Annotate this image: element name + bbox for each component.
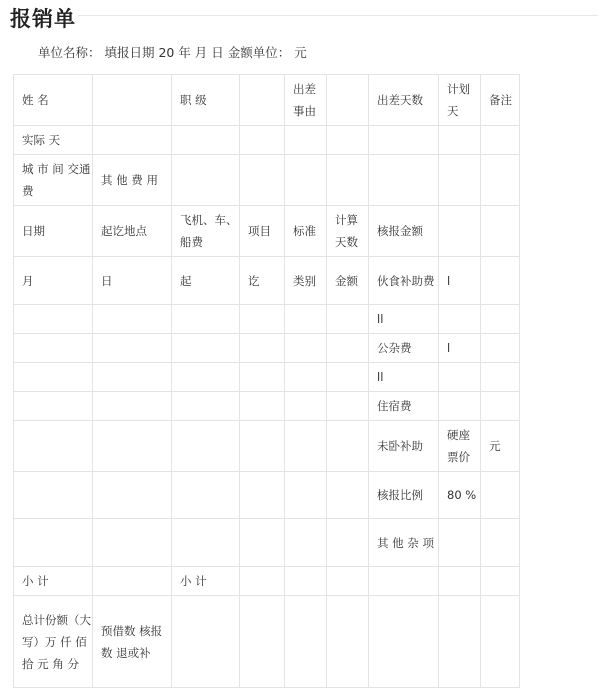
table-cell: 硬座票价: [439, 421, 481, 472]
table-cell: [240, 421, 285, 472]
table-row: [14, 305, 520, 334]
table-cell: [93, 421, 172, 472]
table-cell: 80 %: [439, 472, 481, 519]
table-cell: [93, 519, 172, 567]
table-cell: [93, 472, 172, 519]
table-cell: [327, 75, 369, 126]
table-cell: [439, 363, 481, 392]
table-cell: [14, 421, 93, 472]
table-cell: [327, 596, 369, 688]
table-cell: [481, 392, 520, 421]
table-cell: ll: [369, 363, 439, 392]
table-cell: [240, 334, 285, 363]
table-cell: [93, 305, 172, 334]
table-cell: [172, 305, 240, 334]
table-cell: [285, 519, 327, 567]
table-cell: [439, 567, 481, 596]
reimbursement-form-table: [13, 74, 520, 688]
table-cell: [439, 392, 481, 421]
table-cell: 核报比例: [369, 472, 439, 519]
table-cell: [93, 363, 172, 392]
table-cell: [240, 596, 285, 688]
table-cell: [14, 363, 93, 392]
table-cell: 姓 名: [14, 75, 93, 126]
table-cell: [481, 567, 520, 596]
table-cell: 小 计: [172, 567, 240, 596]
table-cell: [439, 126, 481, 155]
table-cell: [14, 305, 93, 334]
table-cell: 核报金额: [369, 206, 439, 257]
table-cell: [327, 305, 369, 334]
table-cell: [285, 567, 327, 596]
table-cell: 其 他 杂 项: [369, 519, 439, 567]
table-cell: [172, 519, 240, 567]
table-cell: [481, 305, 520, 334]
table-cell: [369, 126, 439, 155]
table-cell: [14, 519, 93, 567]
table-cell: [93, 75, 172, 126]
table-row: [14, 472, 520, 519]
table-cell: [481, 206, 520, 257]
table-cell: [240, 519, 285, 567]
table-cell: [172, 363, 240, 392]
table-cell: 计划天: [439, 75, 481, 126]
table-cell: [14, 392, 93, 421]
table-cell: [172, 126, 240, 155]
table-cell: [240, 75, 285, 126]
table-cell: 未卧补助: [369, 421, 439, 472]
table-cell: 标准: [285, 206, 327, 257]
table-cell: [285, 596, 327, 688]
table-cell: [369, 567, 439, 596]
table-cell: [481, 596, 520, 688]
table-cell: [439, 519, 481, 567]
table-cell: [285, 305, 327, 334]
table-cell: [327, 363, 369, 392]
table-cell: [285, 155, 327, 206]
table-cell: 实际 天: [14, 126, 93, 155]
table-cell: 伙食补助费: [369, 257, 439, 305]
table-cell: [327, 519, 369, 567]
table-cell: 计算天数: [327, 206, 369, 257]
table-cell: l: [439, 257, 481, 305]
table-cell: [327, 421, 369, 472]
table-cell: [285, 126, 327, 155]
table-cell: [240, 305, 285, 334]
table-cell: [481, 519, 520, 567]
table-cell: [369, 596, 439, 688]
table-cell: ll: [369, 305, 439, 334]
table-cell: [481, 334, 520, 363]
table-cell: [93, 126, 172, 155]
table-cell: [285, 363, 327, 392]
table-cell: [240, 472, 285, 519]
table-cell: [481, 126, 520, 155]
table-cell: 金额: [327, 257, 369, 305]
table-cell: [285, 334, 327, 363]
table-cell: [285, 472, 327, 519]
table-cell: 出差天数: [369, 75, 439, 126]
table-row: [14, 363, 520, 392]
table-cell: [172, 155, 240, 206]
table-cell: 职 级: [172, 75, 240, 126]
table-row: [14, 155, 520, 206]
form-subtitle: 单位名称： 填报日期 20 年 月 日 金额单位： 元: [38, 45, 307, 60]
table-cell: [327, 155, 369, 206]
table-cell: [481, 472, 520, 519]
table-cell: [285, 421, 327, 472]
title-divider: [78, 15, 598, 16]
table-cell: 讫: [240, 257, 285, 305]
table-row: [14, 421, 520, 472]
table-row: [14, 392, 520, 421]
table-cell: [481, 363, 520, 392]
table-cell: [240, 567, 285, 596]
table-cell: 项目: [240, 206, 285, 257]
table-cell: [327, 567, 369, 596]
table-cell: 出差事由: [285, 75, 327, 126]
table-cell: [172, 596, 240, 688]
table-cell: 元: [481, 421, 520, 472]
table-cell: [369, 155, 439, 206]
table-cell: [240, 392, 285, 421]
table-cell: [172, 421, 240, 472]
table-cell: 起讫地点: [93, 206, 172, 257]
table-cell: [240, 155, 285, 206]
table-cell: [93, 334, 172, 363]
table-row: [14, 257, 520, 305]
table-cell: [172, 392, 240, 421]
table-row: [14, 567, 520, 596]
page-title: 报销单: [10, 7, 76, 31]
table-cell: 类别: [285, 257, 327, 305]
table-cell: [285, 392, 327, 421]
table-cell: 日期: [14, 206, 93, 257]
table-cell: 小 计: [14, 567, 93, 596]
table-cell: 城 市 间 交通 费: [14, 155, 93, 206]
table-cell: [240, 363, 285, 392]
table-cell: [439, 206, 481, 257]
table-cell: [172, 334, 240, 363]
table-row: [14, 126, 520, 155]
table-cell: [93, 392, 172, 421]
table-cell: [481, 257, 520, 305]
table-cell: 日: [93, 257, 172, 305]
table-row: [14, 206, 520, 257]
table-cell: 预借数 核报数 退或补: [93, 596, 172, 688]
table-cell: [240, 126, 285, 155]
table-cell: [327, 472, 369, 519]
table-cell: [439, 155, 481, 206]
table-cell: 公杂费: [369, 334, 439, 363]
table-row: [14, 519, 520, 567]
table-cell: 住宿费: [369, 392, 439, 421]
table-cell: [93, 567, 172, 596]
table-row: [14, 75, 520, 126]
table-cell: [172, 472, 240, 519]
table-cell: [327, 334, 369, 363]
table-cell: 其 他 费 用: [93, 155, 172, 206]
table-cell: 飞机、车、船费: [172, 206, 240, 257]
table-row: [14, 334, 520, 363]
table-cell: 总计份额（大写）万 仟 佰 拾 元 角 分: [14, 596, 93, 688]
table-row: [14, 596, 520, 688]
table-cell: 起: [172, 257, 240, 305]
table-cell: l: [439, 334, 481, 363]
table-cell: 月: [14, 257, 93, 305]
table-cell: [14, 334, 93, 363]
table-cell: [327, 392, 369, 421]
table-cell: [481, 155, 520, 206]
table-cell: [439, 305, 481, 334]
table-cell: 备注: [481, 75, 520, 126]
table-cell: [327, 126, 369, 155]
table-cell: [439, 596, 481, 688]
table-cell: [14, 472, 93, 519]
